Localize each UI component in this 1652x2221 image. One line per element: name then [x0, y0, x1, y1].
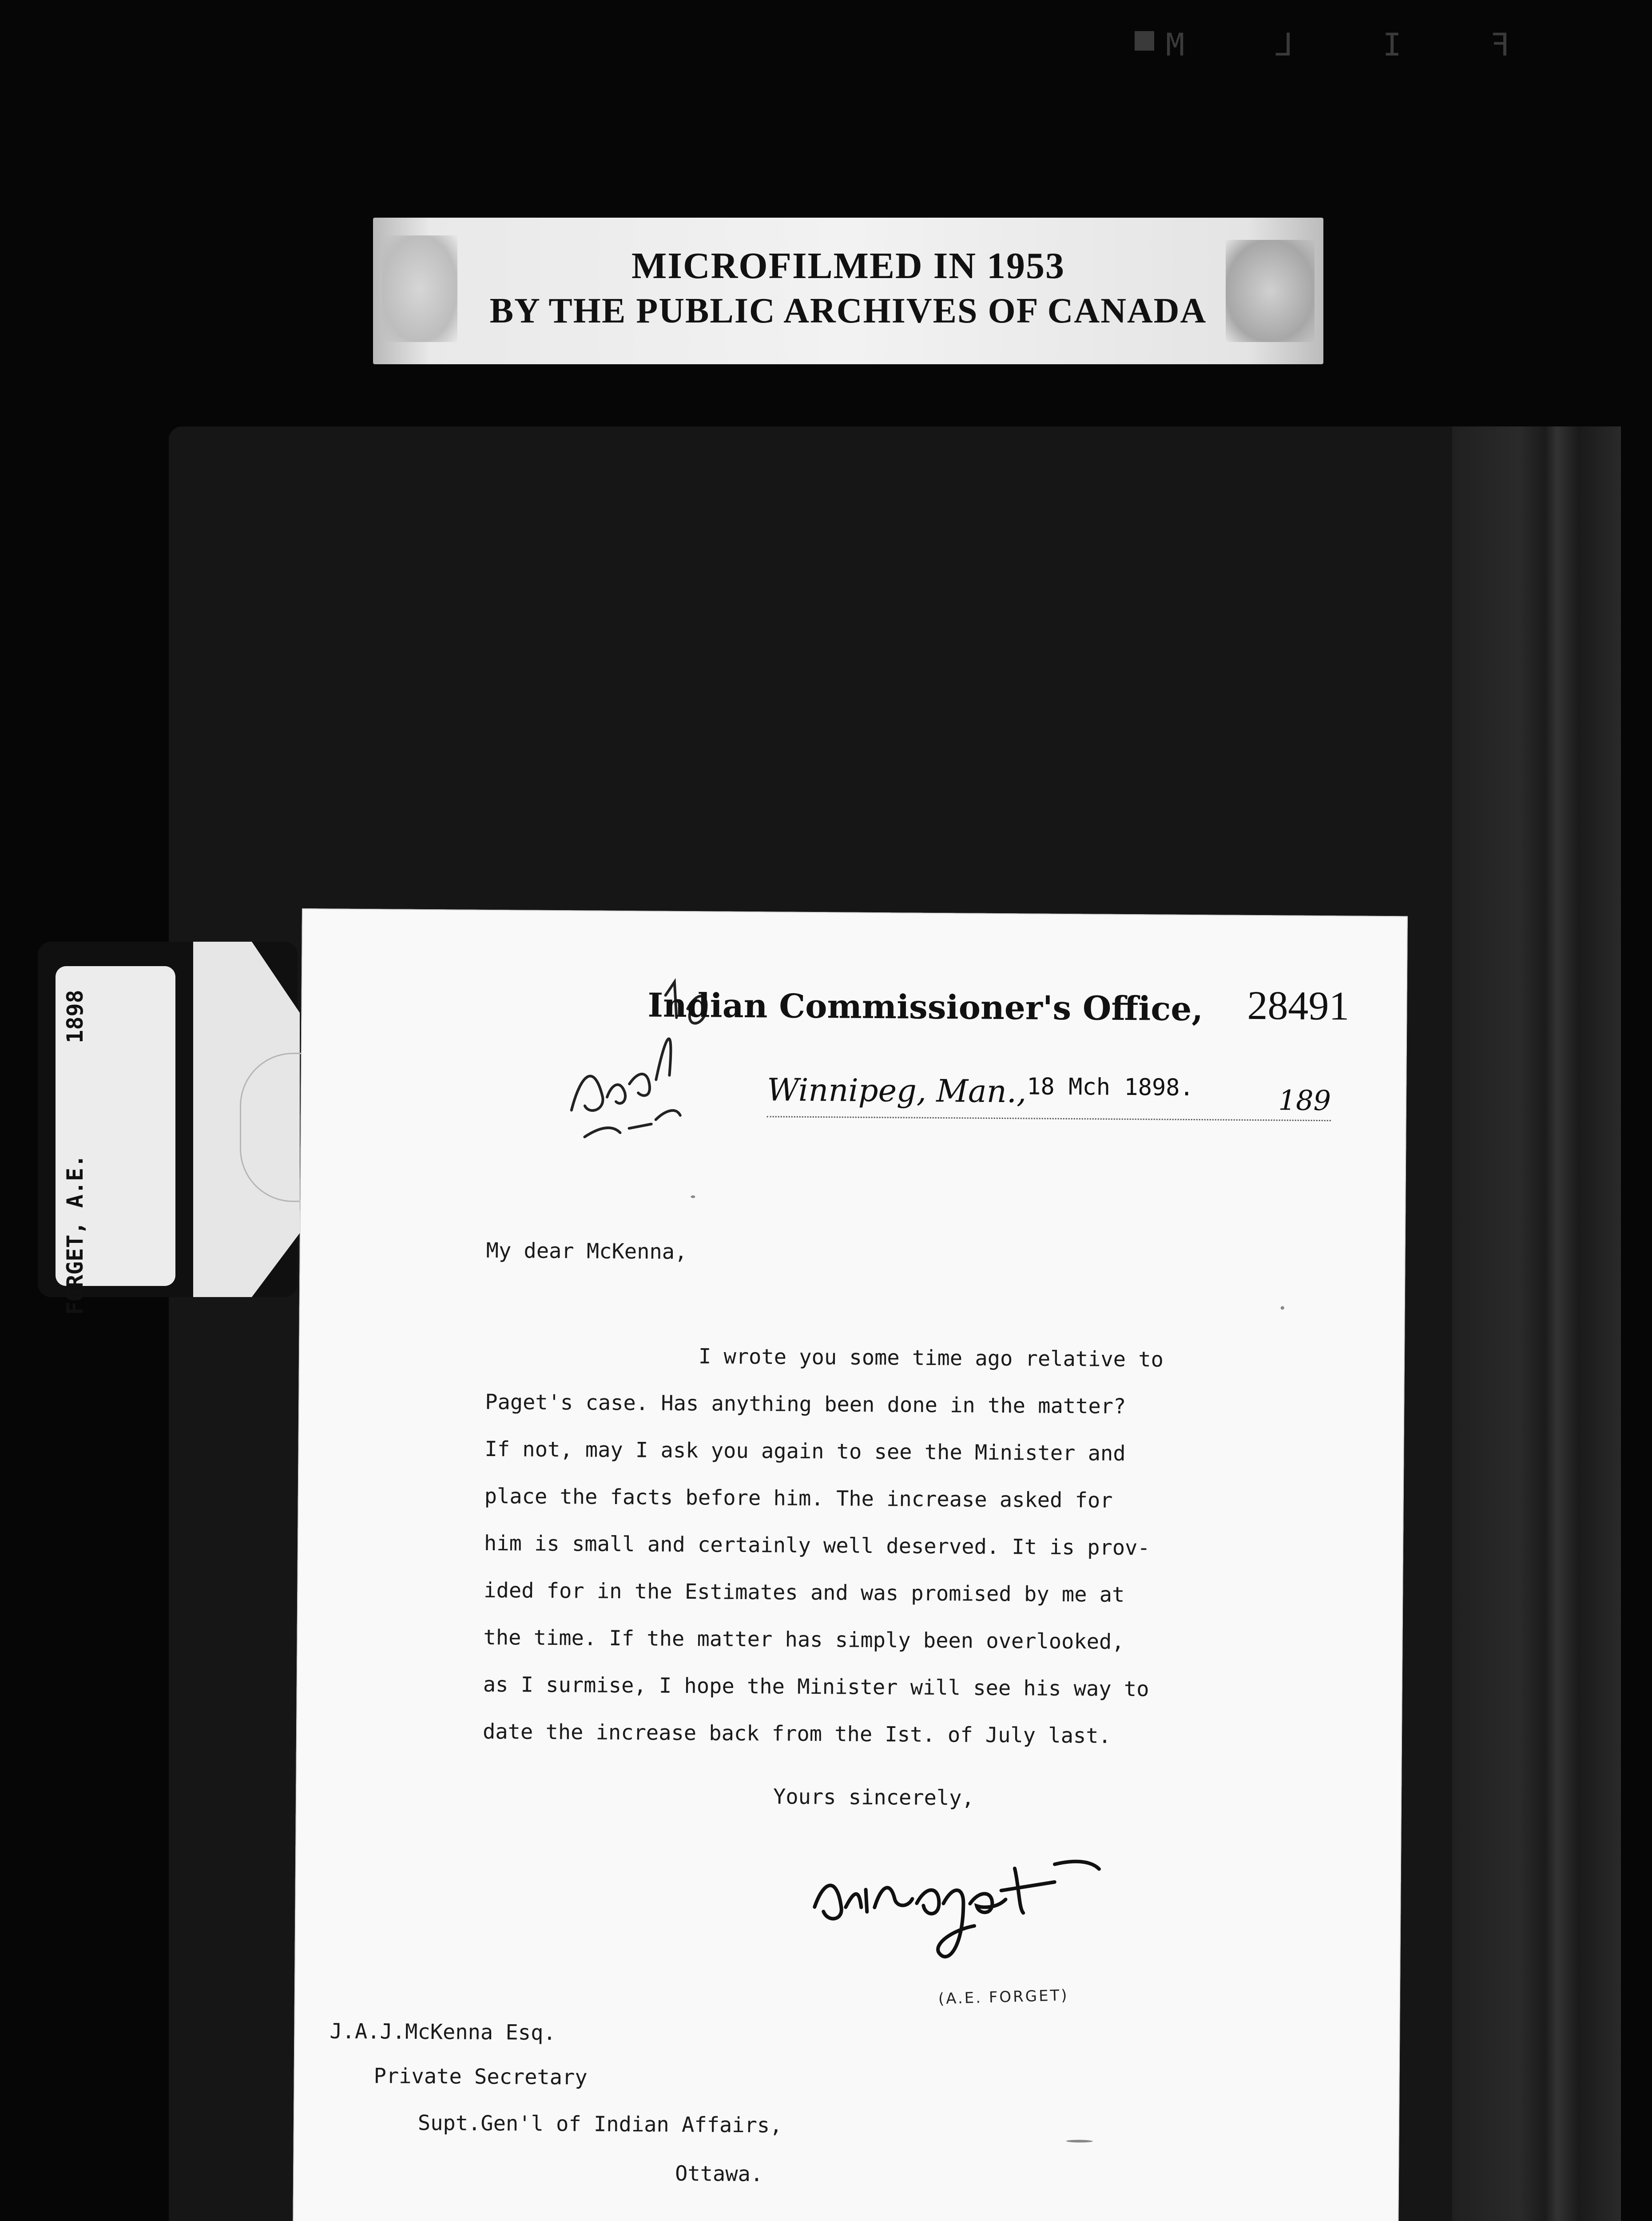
paper-speck: [1281, 1306, 1284, 1310]
address-line: Ottawa.: [675, 2161, 763, 2187]
signer-name: (A.E. FORGET): [938, 1986, 1069, 2008]
handwritten-signature: [805, 1840, 1161, 1976]
index-tab-year: 1898: [62, 990, 88, 1043]
signature-text: A E Forget: [806, 1840, 809, 1841]
banner-line-1: MICROFILMED IN 1953: [631, 245, 1065, 287]
letter-paragraph: [483, 1332, 1164, 1760]
paragraph-line: date the increase back from the Ist. of July last.: [482, 1719, 1112, 1748]
paragraph-line: as I surmise, I hope the Minister will see his way to: [483, 1672, 1149, 1702]
paragraph-line: If not, may I ask you again to see the Minister and: [484, 1437, 1126, 1466]
paragraph-line: place the facts before him. The increase asked for: [484, 1484, 1113, 1513]
address-line: J.A.J.McKenna Esq.: [330, 2019, 556, 2046]
paragraph-line: him is small and certainly well deserved. It is prov-: [484, 1531, 1150, 1560]
paper-speck: [691, 1195, 695, 1198]
place-date-line: [767, 1071, 1331, 1121]
annotation-text: Ansd 22-3-98: [563, 990, 567, 991]
printed-year-suffix: 189: [1278, 1084, 1331, 1117]
film-edge-marks: F I L M: [1130, 27, 1510, 63]
microfilm-banner: [373, 218, 1323, 364]
salutation: My dear McKenna,: [486, 1238, 687, 1265]
banner-line-2: BY THE PUBLIC ARCHIVES OF CANADA: [489, 291, 1207, 330]
address-line: Supt.Gen'l of Indian Affairs,: [417, 2110, 782, 2138]
address-line: Private Secretary: [373, 2064, 588, 2090]
place-text: Winnipeg, Man.,: [766, 1071, 1027, 1110]
document-number: 28491: [1247, 982, 1350, 1029]
paper-speck: [1066, 2140, 1093, 2142]
letter-sheet: [292, 908, 1408, 2221]
paragraph-line: ided for in the Estimates and was promised by me at: [484, 1578, 1125, 1607]
paragraph-line: the time. If the matter has simply been overlooked,: [483, 1625, 1124, 1654]
index-tab-name: FORGET, A.E.: [62, 1154, 88, 1315]
paragraph-line: Paget's case. Has anything been done in the matter?: [485, 1389, 1126, 1419]
index-tab-label: [62, 990, 88, 1315]
folder-spine: [1452, 426, 1621, 2221]
paragraph-line: I wrote you some time ago relative to: [698, 1344, 1164, 1372]
closing: Yours sincerely,: [773, 1784, 974, 1811]
letterhead-title: Indian Commissioner's Office,: [647, 986, 1203, 1029]
date-text: 18 Mch 1898.: [1027, 1073, 1194, 1102]
